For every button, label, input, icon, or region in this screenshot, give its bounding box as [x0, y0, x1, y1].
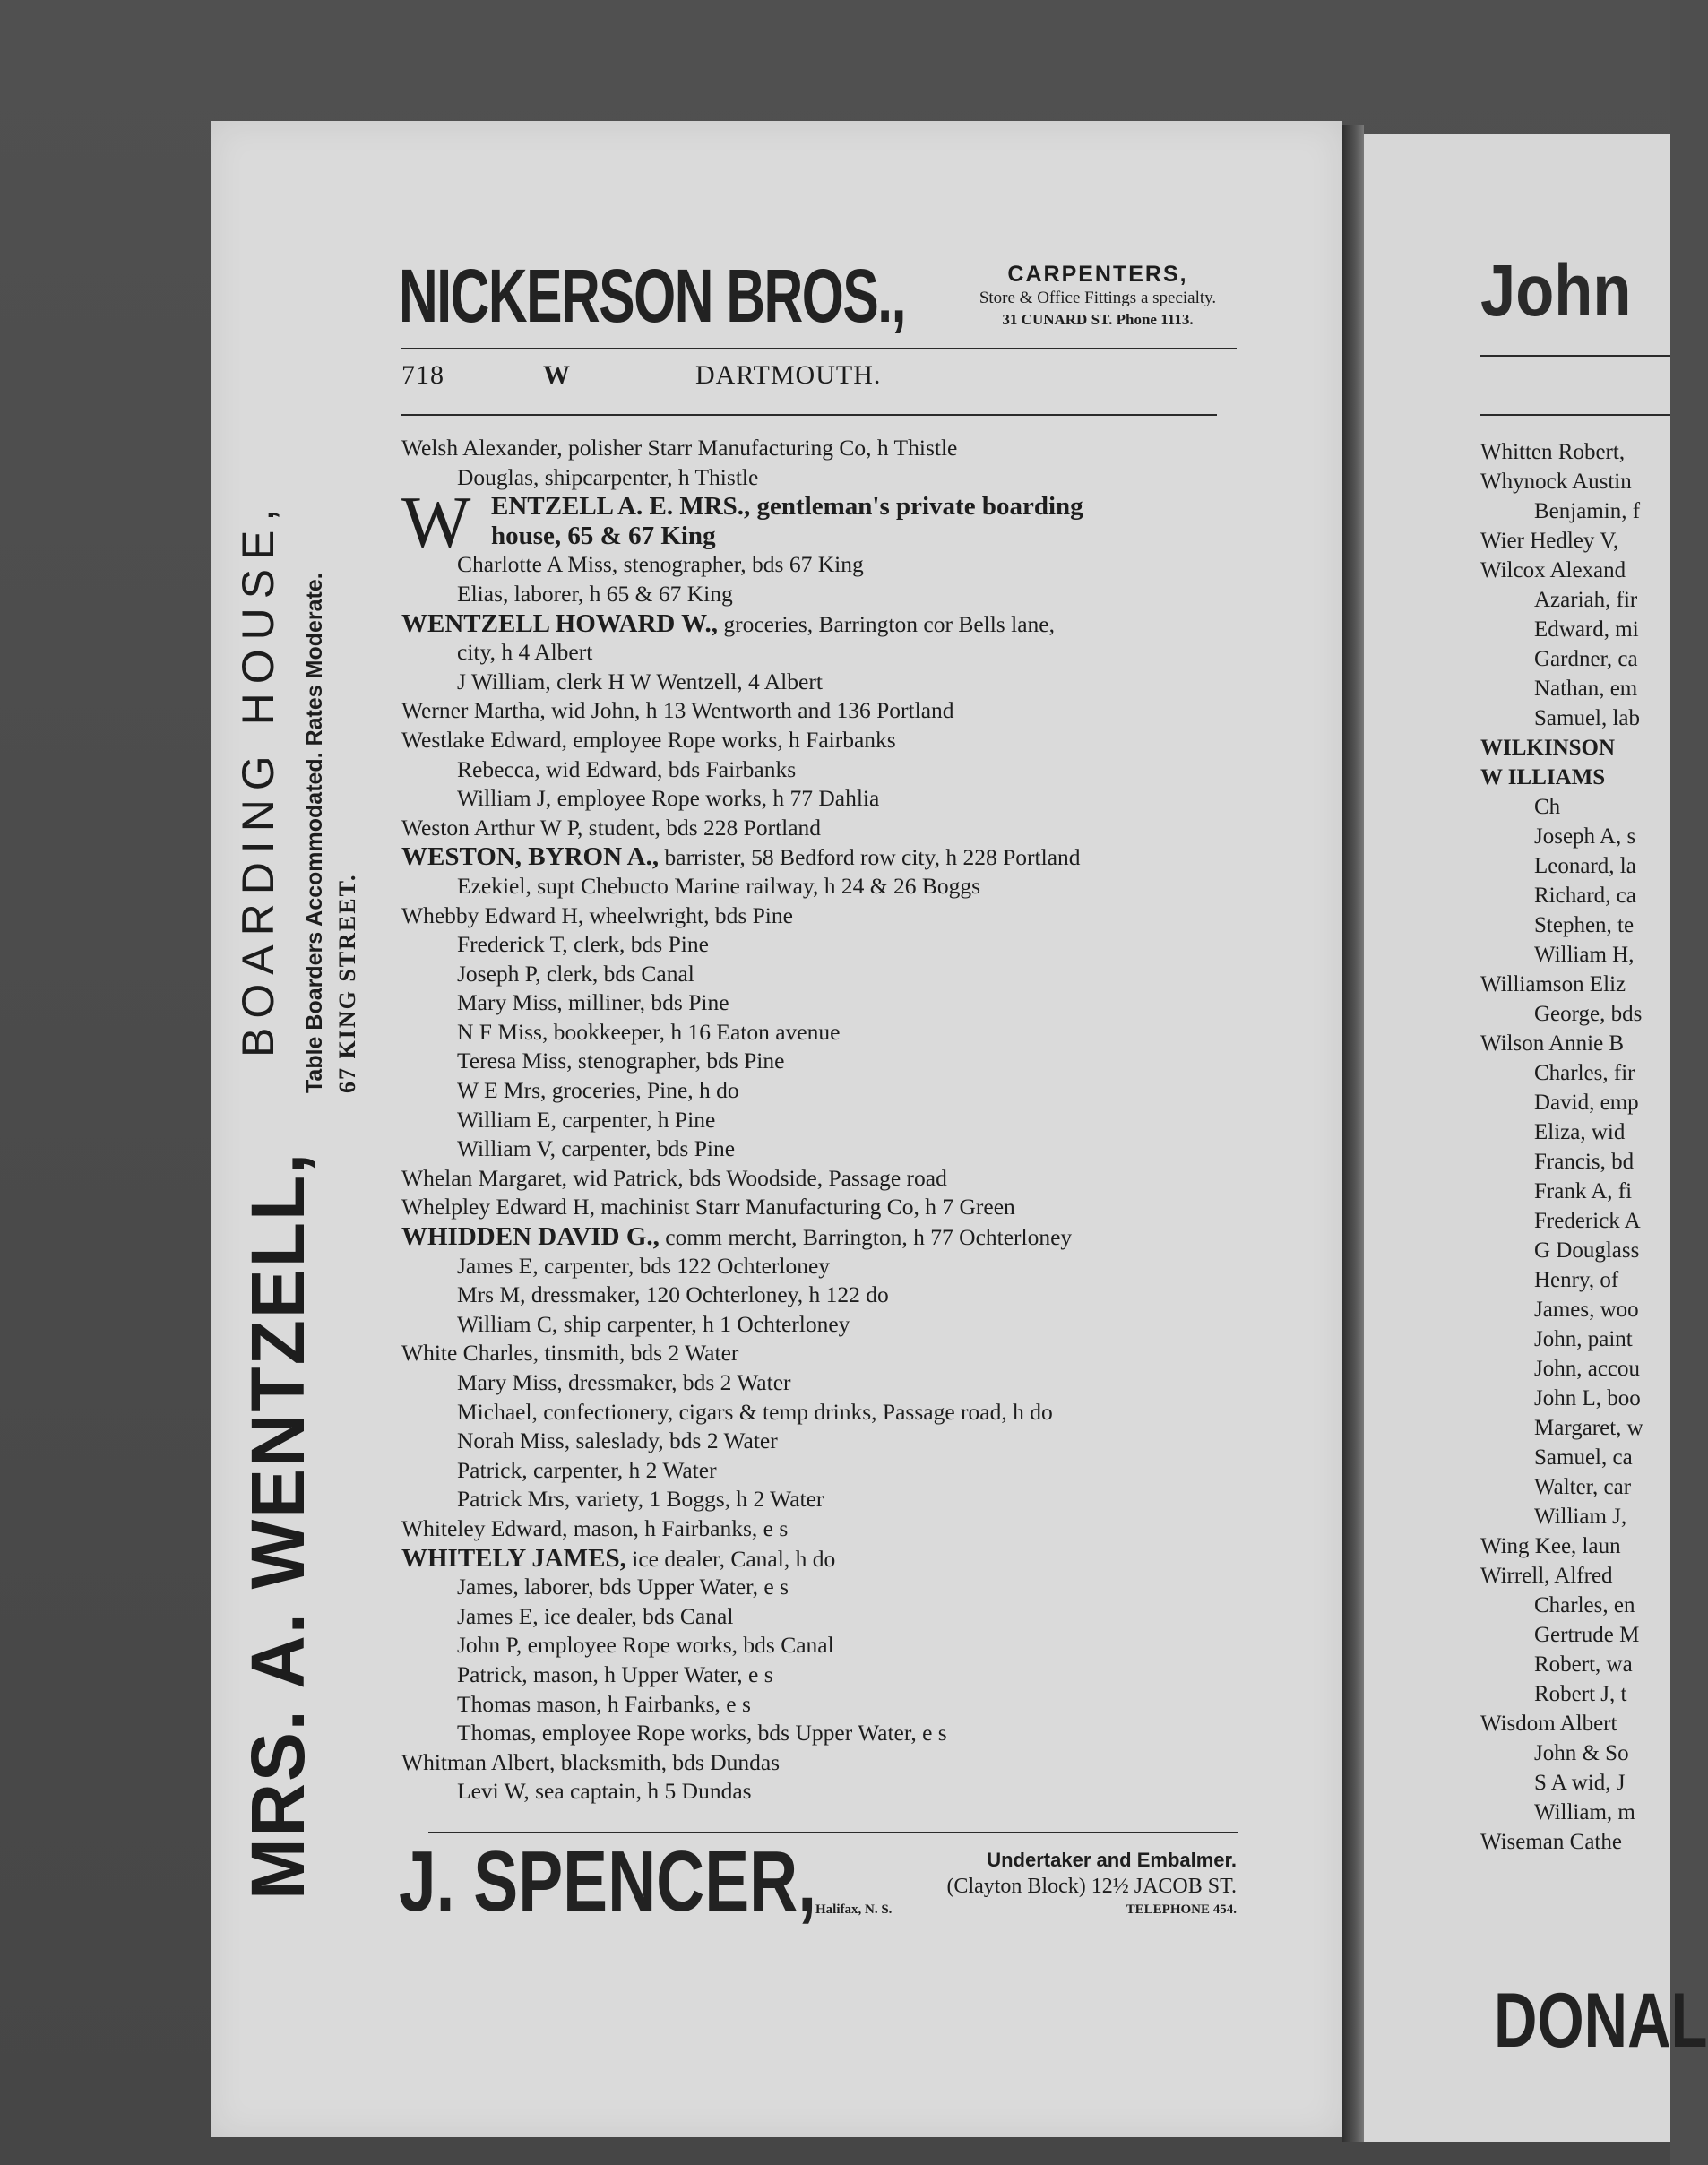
right-directory-entry: Richard, ca	[1534, 884, 1636, 908]
directory-entry	[401, 1719, 1262, 1748]
entry-text: Whelan Margaret, wid Patrick, bds Woodside, Passage road	[401, 1164, 947, 1191]
directory-entry	[401, 755, 1262, 785]
entry-text: James, laborer, bds Upper Water, e s	[457, 1574, 789, 1600]
right-directory-entry: Joseph A, s	[1534, 824, 1636, 849]
right-directory-entry: Margaret, w	[1534, 1416, 1643, 1440]
directory-entry	[401, 1660, 1262, 1690]
directory-entry	[401, 842, 1262, 872]
entry-text: Westlake Edward, employee Rope works, h Fairbanks	[401, 726, 896, 753]
entry-details: ice dealer, Canal, h do	[625, 1545, 836, 1572]
footer-ad-contact	[815, 1900, 1237, 1919]
right-directory-entry: Walter, car	[1534, 1475, 1632, 1499]
directory-entry	[401, 1690, 1262, 1720]
right-directory-entry: John, paint	[1534, 1327, 1633, 1351]
directory-entry	[401, 1777, 1262, 1807]
directory-entry	[401, 1222, 1262, 1252]
side-ad-name: MRS. A. WENTZELL,	[236, 1151, 320, 1900]
header-rule	[401, 348, 1237, 349]
right-directory-entry: William, m	[1534, 1800, 1635, 1824]
entry-text: Elias, laborer, h 65 & 67 King	[457, 580, 733, 607]
right-directory-entry: George, bds	[1534, 1002, 1643, 1026]
entry-text: James E, ice dealer, bds Canal	[457, 1602, 734, 1629]
right-directory-entry: Henry, of	[1534, 1268, 1619, 1292]
right-directory-entry: G Douglass	[1534, 1238, 1640, 1263]
directory-entry	[401, 1310, 1262, 1340]
directory-entry	[401, 1106, 1262, 1135]
right-directory-entry: Wisdom Albert	[1480, 1712, 1617, 1736]
entry-text: house, 65 & 67 King	[491, 521, 716, 550]
directory-entry	[401, 668, 1262, 697]
right-directory-entry: Samuel, lab	[1534, 706, 1641, 730]
directory-entry	[401, 522, 1262, 551]
directory-entry	[401, 638, 1262, 668]
entry-text: city, h 4 Albert	[457, 639, 593, 666]
directory-entry	[401, 726, 1262, 755]
directory-entry	[401, 1748, 1262, 1778]
entry-text: Charlotte A Miss, stenographer, bds 67 King	[457, 551, 864, 578]
directory-entry	[401, 463, 1262, 493]
right-directory-entry: Francis, bd	[1534, 1150, 1635, 1174]
right-directory-entry: John, accou	[1534, 1357, 1641, 1381]
entry-text: Patrick Mrs, variety, 1 Boggs, h 2 Water	[457, 1486, 824, 1513]
right-directory-entry: Gardner, ca	[1534, 647, 1638, 671]
directory-entry	[401, 434, 1262, 463]
directory-entry	[401, 901, 1262, 931]
entry-text: W E Mrs, groceries, Pine, h do	[457, 1077, 739, 1104]
entry-text: Weston Arthur W P, student, bds 228 Portland	[401, 814, 822, 841]
directory-entry	[401, 580, 1262, 609]
right-directory-entry: Charles, fir	[1534, 1061, 1635, 1085]
directory-entry	[401, 1018, 1262, 1048]
directory-entry	[401, 784, 1262, 814]
drop-cap: W	[401, 481, 471, 563]
directory-entry	[401, 814, 1262, 843]
header-ad-details	[950, 261, 1246, 331]
right-directory-entry: Wilcox Alexand	[1480, 558, 1626, 582]
directory-entry	[401, 492, 1262, 522]
running-head-rule	[401, 414, 1217, 416]
right-header-rule	[1480, 355, 1670, 357]
entry-name: WHITELY JAMES,	[401, 1543, 626, 1573]
entry-text: J William, clerk H W Wentzell, 4 Albert	[457, 668, 823, 694]
entry-text: Whebby Edward H, wheelwright, bds Pine	[401, 901, 793, 928]
entry-text: White Charles, tinsmith, bds 2 Water	[401, 1340, 739, 1367]
directory-entry	[401, 1134, 1262, 1164]
right-page-listing	[1480, 437, 1678, 1857]
header-ad-specialty: Store & Office Fittings a specialty.	[979, 289, 1217, 307]
entry-text: Norah Miss, saleslady, bds 2 Water	[457, 1428, 778, 1454]
directory-entry	[401, 550, 1262, 580]
page-gutter	[1342, 125, 1364, 2142]
directory-entry	[401, 1281, 1262, 1310]
side-ad-address: 67 KING STREET.	[334, 873, 360, 1093]
footer-ad-telephone: TELEPHONE 454.	[1126, 1902, 1237, 1917]
entry-text: Whitman Albert, blacksmith, bds Dundas	[401, 1748, 781, 1775]
right-directory-entry: Samuel, ca	[1534, 1445, 1633, 1470]
right-running-head-rule	[1480, 414, 1670, 416]
right-directory-entry: David, emp	[1534, 1091, 1639, 1115]
right-directory-entry: William J,	[1534, 1505, 1627, 1529]
footer-ad-details	[815, 1848, 1237, 1919]
side-advertisement	[229, 341, 399, 1900]
right-directory-entry: Azariah, fir	[1534, 588, 1638, 612]
entry-details: comm mercht, Barrington, h 77 Ochterloney	[659, 1224, 1073, 1251]
directory-entry	[401, 1076, 1262, 1106]
right-directory-entry: William H,	[1534, 943, 1635, 967]
entry-details: groceries, Barrington cor Bells lane,	[717, 610, 1055, 637]
entry-text: William C, ship carpenter, h 1 Ochterloney	[457, 1310, 850, 1337]
entry-text: John P, employee Rope works, bds Canal	[457, 1632, 834, 1659]
right-directory-entry: Whynock Austin	[1480, 470, 1632, 494]
directory-entry	[401, 1427, 1262, 1456]
directory-entry	[401, 1631, 1262, 1660]
running-head-letter: W	[543, 360, 571, 390]
entry-text: Werner Martha, wid John, h 13 Wentworth and 136 Portland	[401, 697, 954, 724]
right-directory-entry: Frederick A	[1534, 1209, 1641, 1233]
entry-text: William V, carpenter, bds Pine	[457, 1135, 736, 1162]
running-head-title: DARTMOUTH.	[695, 360, 882, 390]
directory-listing	[401, 434, 1262, 1807]
footer-ad-trade: Undertaker and Embalmer.	[987, 1849, 1237, 1871]
right-directory-entry: Ch	[1534, 795, 1561, 819]
directory-entry	[401, 609, 1262, 639]
directory-entry	[401, 1573, 1262, 1602]
header-ad-address: 31 CUNARD ST. Phone 1113.	[1002, 311, 1194, 328]
entry-text: James E, carpenter, bds 122 Ochterloney	[457, 1252, 831, 1279]
entry-text: Patrick, carpenter, h 2 Water	[457, 1456, 717, 1483]
page-number: 718	[401, 360, 444, 390]
right-directory-entry: Robert J, t	[1534, 1682, 1627, 1706]
entry-text: Frederick T, clerk, bds Pine	[457, 931, 709, 958]
directory-entry	[401, 1456, 1262, 1486]
right-directory-entry: Nathan, em	[1534, 677, 1638, 701]
directory-entry	[401, 1485, 1262, 1514]
directory-entry	[401, 1514, 1262, 1544]
directory-entry	[401, 1368, 1262, 1398]
right-directory-entry: Leonard, la	[1534, 854, 1636, 878]
right-directory-entry: Whitten Robert,	[1480, 440, 1626, 464]
entry-text: Rebecca, wid Edward, bds Fairbanks	[457, 755, 797, 782]
header-advertisement	[399, 255, 1241, 354]
side-ad-subtitle: Table Boarders Accommodated. Rates Moderate.	[302, 573, 327, 1093]
right-directory-entry: Stephen, te	[1534, 913, 1635, 937]
entry-text: Levi W, sea captain, h 5 Dundas	[457, 1778, 752, 1805]
right-directory-entry: John L, boo	[1534, 1386, 1641, 1410]
right-directory-entry: S A wid, J	[1534, 1771, 1626, 1795]
directory-entry	[401, 1398, 1262, 1428]
directory-entry	[401, 988, 1262, 1018]
right-directory-entry: Wing Kee, laun	[1480, 1534, 1621, 1558]
right-directory-entry: Edward, mi	[1534, 617, 1639, 642]
directory-entry	[401, 872, 1262, 901]
entry-name: WESTON, BYRON A.,	[401, 842, 660, 872]
header-ad-brand: NICKERSON BROS.,	[399, 254, 906, 338]
right-directory-entry: W ILLIAMS	[1480, 765, 1606, 789]
footer-ad-city: Halifax, N. S.	[815, 1902, 893, 1917]
right-page-header-ad: John	[1480, 250, 1632, 332]
directory-entry	[401, 1602, 1262, 1632]
right-directory-entry: Wilson Annie B	[1480, 1031, 1625, 1056]
entry-text: Douglas, shipcarpenter, h Thistle	[457, 463, 759, 490]
entry-text: Mary Miss, dressmaker, bds 2 Water	[457, 1369, 791, 1395]
directory-entry	[401, 1193, 1262, 1222]
footer-ad-brand: J. SPENCER,	[399, 1833, 817, 1929]
footer-ad-address: (Clayton Block) 12½ JACOB ST.	[946, 1875, 1237, 1898]
directory-entry	[401, 1339, 1262, 1368]
entry-text: N F Miss, bookkeeper, h 16 Eaton avenue	[457, 1018, 841, 1045]
right-page-footer-ad: DONAL	[1494, 1978, 1708, 2064]
entry-text: Joseph P, clerk, bds Canal	[457, 960, 694, 987]
right-directory-entry: Eliza, wid	[1534, 1120, 1626, 1144]
right-directory-entry: Robert, wa	[1534, 1652, 1633, 1677]
entry-text: Whelpley Edward H, machinist Starr Manufacturing Co, h 7 Green	[401, 1194, 1015, 1221]
entry-text: ENTZELL A. E. MRS., gentleman's private boarding	[491, 492, 1083, 522]
directory-entry	[401, 1544, 1262, 1574]
side-ad-title: BOARDING HOUSE,	[233, 499, 283, 1057]
right-directory-entry: Gertrude M	[1534, 1623, 1640, 1647]
entry-name: WHIDDEN DAVID G.,	[401, 1222, 660, 1252]
right-directory-entry: Frank A, fi	[1534, 1179, 1633, 1203]
entry-text: Teresa Miss, stenographer, bds Pine	[457, 1048, 785, 1074]
entry-text: Thomas mason, h Fairbanks, e s	[457, 1690, 751, 1717]
entry-text: William E, carpenter, h Pine	[457, 1106, 716, 1133]
right-directory-entry: Benjamin, f	[1534, 499, 1641, 523]
entry-text: Thomas, employee Rope works, bds Upper Water, e s	[457, 1720, 947, 1747]
directory-entry	[401, 1164, 1262, 1194]
header-ad-trade: CARPENTERS,	[1007, 262, 1188, 287]
directory-entry	[401, 930, 1262, 960]
right-directory-entry: Wiseman Cathe	[1480, 1830, 1622, 1854]
entry-text: Mrs M, dressmaker, 120 Ochterloney, h 122 do	[457, 1281, 889, 1308]
directory-entry	[401, 696, 1262, 726]
entry-text: Michael, confectionery, cigars & temp drinks, Passage road, h do	[457, 1398, 1053, 1425]
right-directory-entry: Wier Hedley V,	[1480, 529, 1619, 553]
right-directory-entry: John & So	[1534, 1741, 1629, 1765]
entry-name: WENTZELL HOWARD W.,	[401, 608, 718, 638]
entry-text: William J, employee Rope works, h 77 Dahlia	[457, 785, 880, 812]
right-directory-entry: WILKINSON	[1480, 736, 1616, 760]
entry-text: Welsh Alexander, polisher Starr Manufacturing Co, h Thistle	[401, 435, 958, 461]
right-page	[1364, 134, 1708, 2142]
directory-entry	[401, 960, 1262, 989]
right-directory-entry: Wirrell, Alfred	[1480, 1564, 1613, 1588]
right-directory-entry: Charles, en	[1534, 1593, 1635, 1617]
directory-entry	[401, 1252, 1262, 1281]
entry-text: Patrick, mason, h Upper Water, e s	[457, 1660, 773, 1687]
directory-entry	[401, 1047, 1262, 1076]
right-directory-entry: James, woo	[1534, 1298, 1639, 1322]
entry-text: Ezekiel, supt Chebucto Marine railway, h 24 & 26 Boggs	[457, 872, 981, 899]
entry-details: barrister, 58 Bedford row city, h 228 Portland	[659, 844, 1081, 871]
right-directory-entry: Williamson Eliz	[1480, 972, 1626, 996]
entry-text: Mary Miss, milliner, bds Pine	[457, 989, 729, 1016]
entry-text: Whiteley Edward, mason, h Fairbanks, e s	[401, 1514, 789, 1541]
